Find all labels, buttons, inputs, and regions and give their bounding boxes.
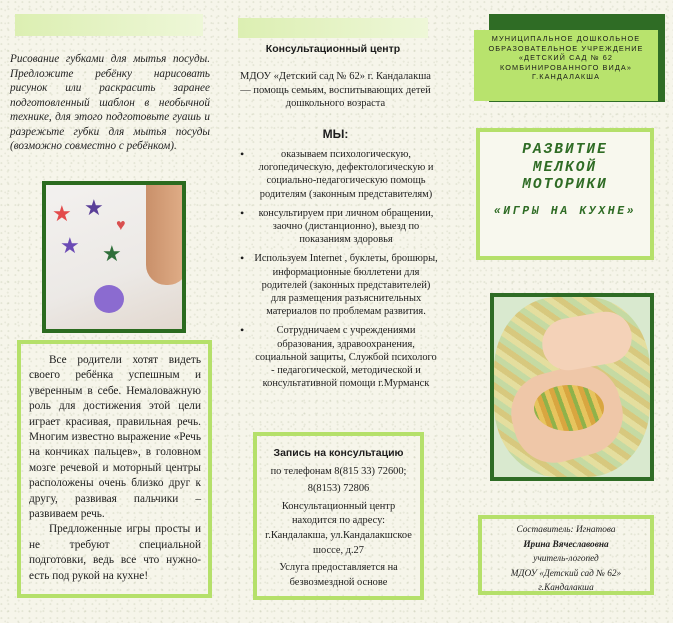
services-list-item: • оказываем психологическую, логопедическую, дефектологическую и социально-педагогическую помощь родителям (законным представителям) [238, 148, 438, 201]
center-title: Консультационный центр [265, 43, 401, 55]
consultation-title: Запись на консультацию [273, 447, 404, 459]
star-red: ★ [52, 201, 72, 226]
services-list [238, 148, 438, 396]
title-line-2: МЕЛКОЙ [532, 159, 598, 176]
intro-lead: Рисование губками для мытья посуды [10, 53, 208, 65]
author-role: учитель-логопед [533, 554, 599, 564]
speech-paragraph-1: Все родители хотят видеть своего ребёнка успешным и уверенным в себе. Немаловажную роль для достижения этой цели играет красивая, правильная речь. Многим известно выражение «Речь на кончиках пальцев», в головном мозге речевой и моторный центры расположены очень близко друг к другу, развивая пальчики – развиваем речь. [29, 354, 201, 521]
title-line-1: РАЗВИТИЕ [522, 142, 608, 158]
phone-line-1: по телефонам 8(815 33) 72600; [270, 465, 407, 477]
free-service-note: Услуга предоставляется на безвозмездной основе [279, 562, 398, 588]
pasta-in-hand [534, 385, 604, 431]
speech-info-box [17, 340, 212, 598]
middle-top-bar [238, 18, 428, 38]
author-name: Ирина Вячеславовна [523, 539, 609, 550]
brochure-title-box [476, 128, 654, 260]
child-arm [146, 185, 186, 285]
services-list-item: • Используем Internet , буклеты, брошюры, информационные бюллетени для родителей (законных представителей) для размещения разъяснительных материалов по проблемам развития. [238, 252, 438, 318]
pasta-hands-photo [490, 293, 654, 481]
center-address: Консультационный центр находится по адресу: г.Кандалакша, ул.Кандалакшское шоссе, д.27 [265, 500, 412, 556]
phone-line-2: 8(8153) 72806 [307, 483, 370, 495]
brochure-subtitle: «ИГРЫ НА КУХНЕ» [493, 204, 637, 218]
we-heading: МЫ: [322, 127, 349, 141]
author-org: МДОУ «Детский сад № 62» г.Кандалакша [510, 568, 622, 593]
author-box [478, 515, 654, 595]
intro-text [10, 52, 210, 154]
speech-paragraph-2: Предложенные игры просты и не требуют специальной подготовки, ведь все что нужно- есть под рукой на кухне! [29, 523, 201, 582]
services-list-item: • Сотрудничаем с учреждениями образования, здравоохранения, социальной защиты, Службой психолого - педагогической, методической и консультативной помощи г.Мурманск [238, 324, 438, 390]
author-label: Составитель: Игнатова [516, 525, 616, 535]
sponge-painting-photo [42, 181, 186, 333]
title-line-3: МОТОРИКИ [522, 177, 608, 193]
intro-body: . Предложите ребёнку нарисовать рисунок или раскрасить заранее подготовленный шаблон в необычной технике, для этого подготовьте гуашь и разрежьте губки для мытья посуды (возможно совместно с ребёнком). [10, 53, 210, 152]
services-list-item: • консультируем при личном обращении, заочно (дистанционно), выезд по показаниям здоровья [238, 207, 438, 247]
purple-circle [94, 285, 124, 313]
center-org: МДОУ «Детский сад № 62» г. Кандалакша — помощь семьям, воспитывающих детей дошкольного возраста [240, 71, 431, 109]
consultation-box [253, 432, 424, 600]
institution-header: МУНИЦИПАЛЬНОЕ ДОШКОЛЬНОЕ ОБРАЗОВАТЕЛЬНОЕ УЧРЕЖДЕНИЕ «ДЕТСКИЙ САД № 62 КОМБИНИРОВАННОГО ВИДА» Г.КАНДАЛАКША [474, 30, 658, 101]
left-top-bar [15, 14, 203, 36]
star-purple: ★ [84, 195, 104, 220]
heart-red: ♥ [116, 217, 126, 234]
star-green: ★ [102, 241, 122, 266]
star-violet: ★ [60, 233, 80, 258]
